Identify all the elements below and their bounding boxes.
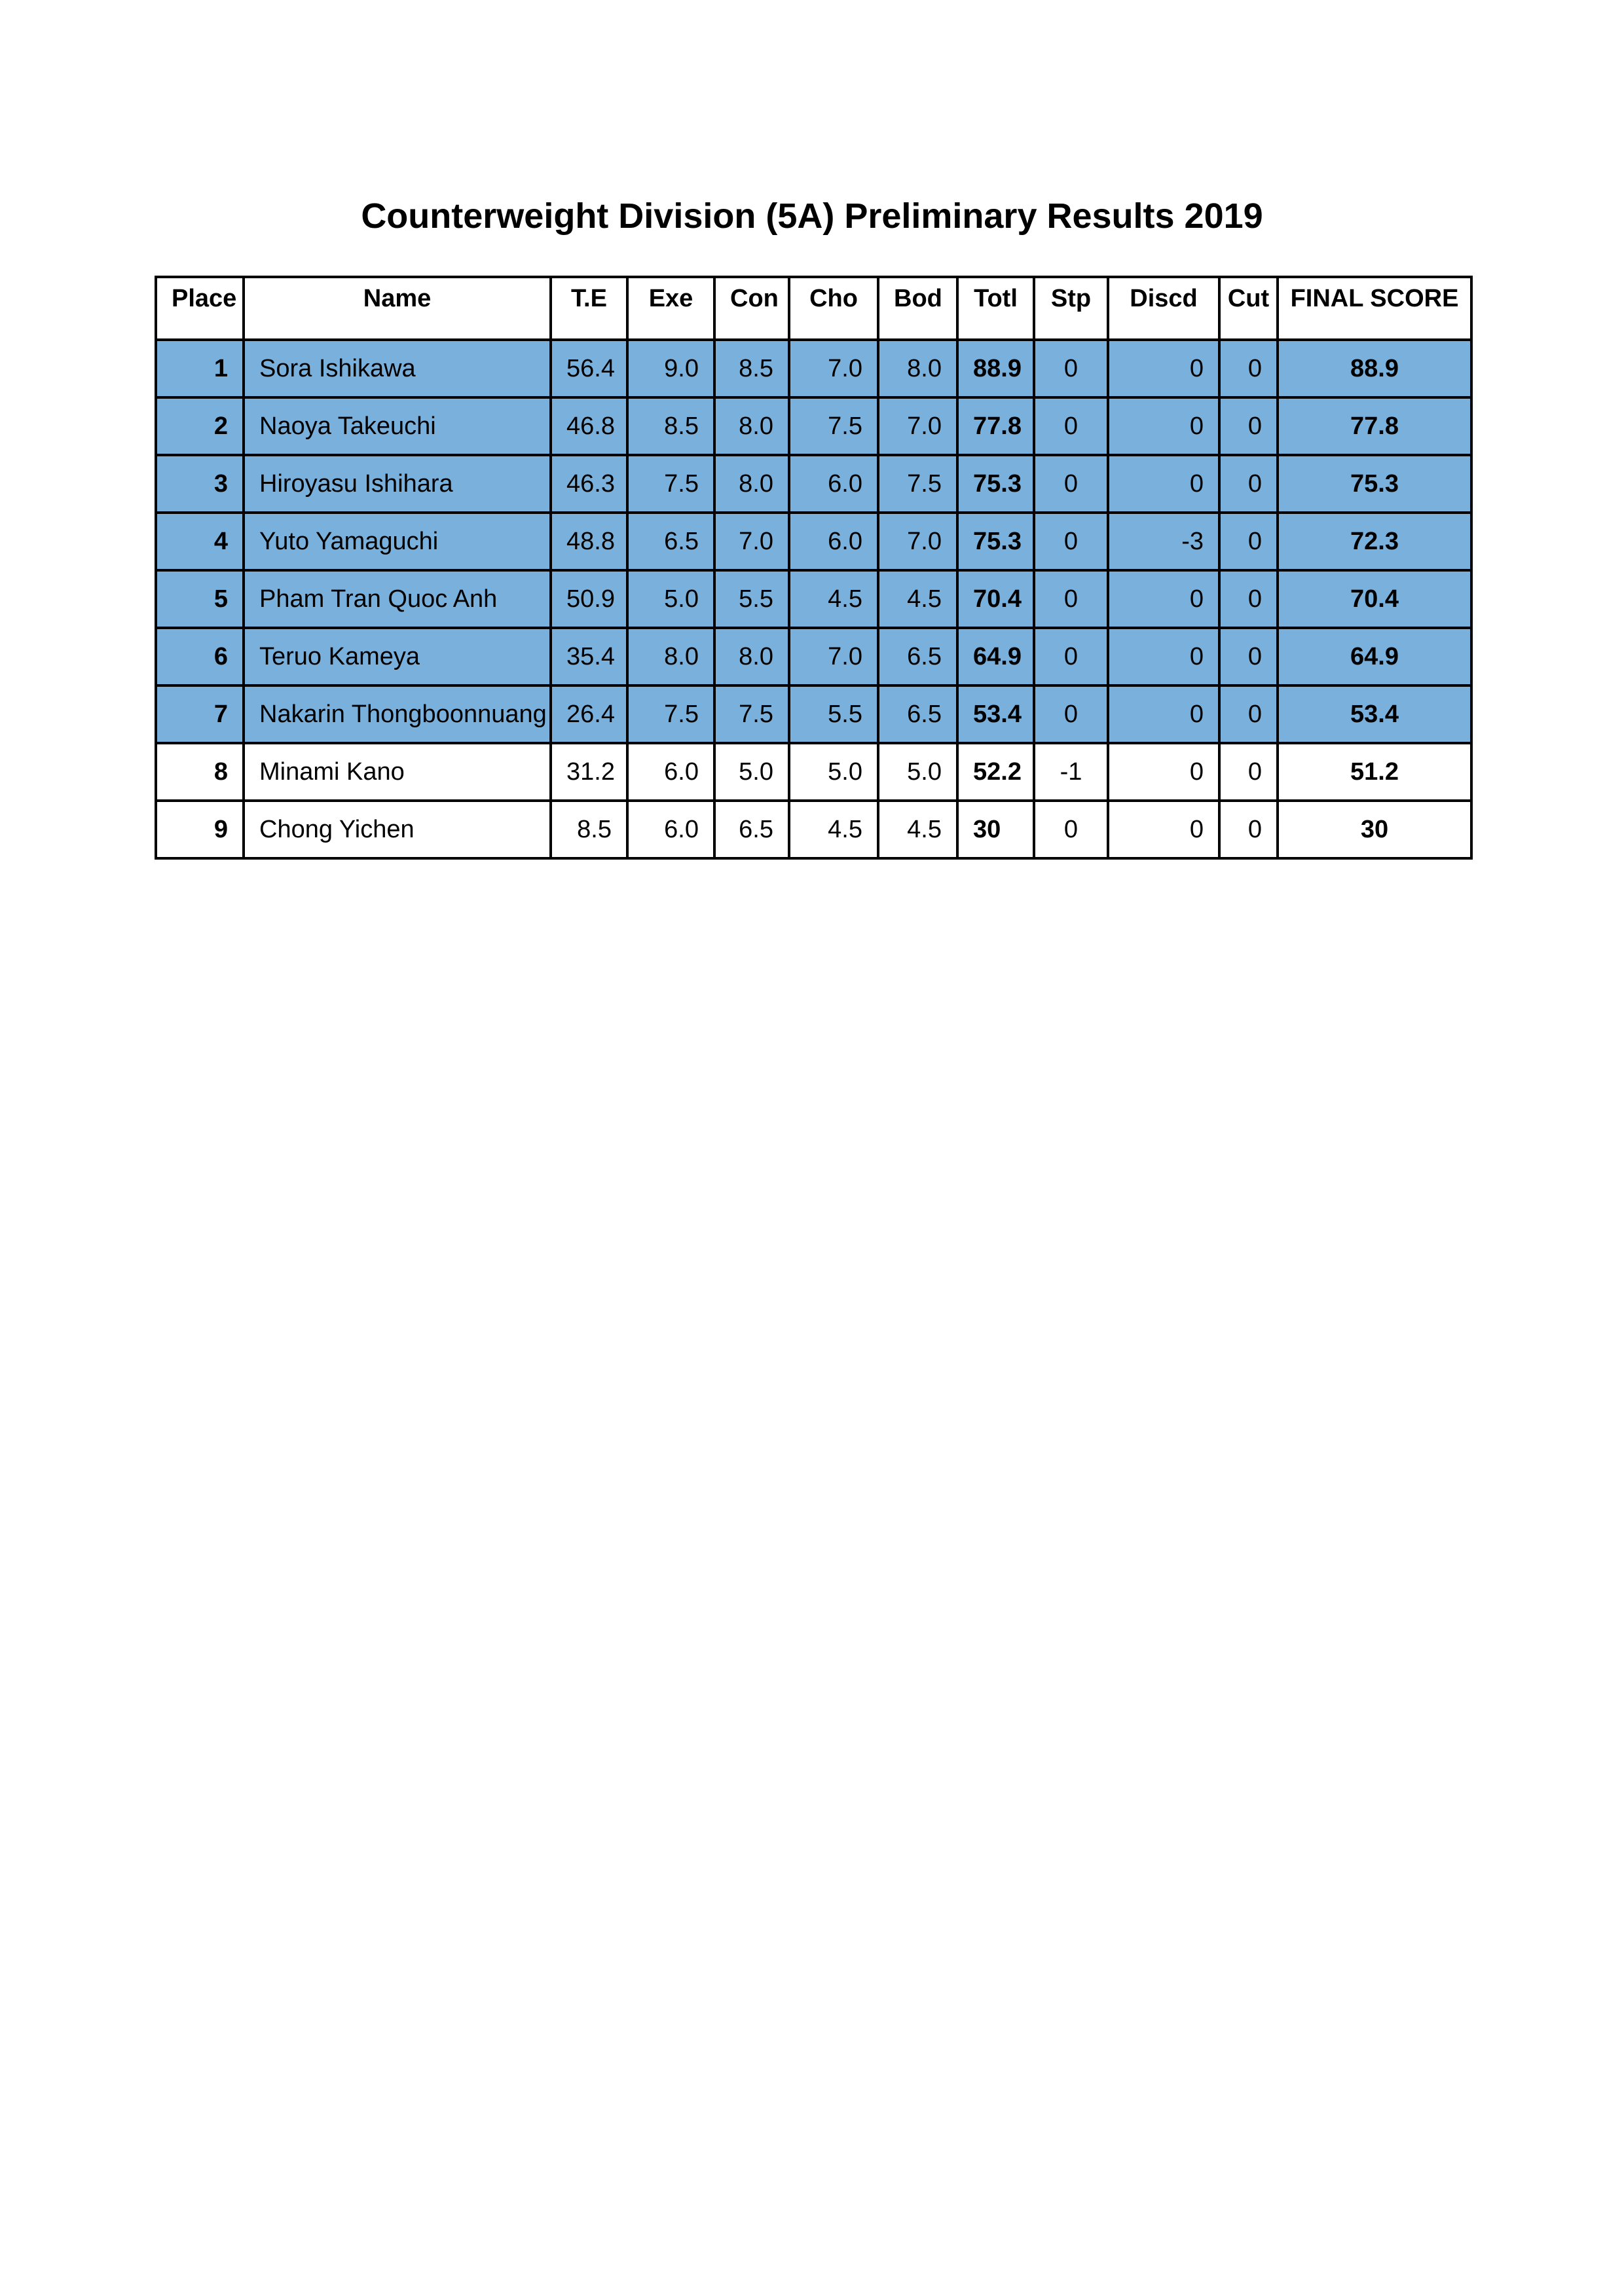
con-cell: 8.5 bbox=[714, 340, 789, 397]
con-cell: 6.5 bbox=[714, 801, 789, 858]
stp-cell: 0 bbox=[1034, 628, 1108, 685]
final-score-cell: 53.4 bbox=[1278, 685, 1471, 743]
final-score-cell: 51.2 bbox=[1278, 743, 1471, 801]
table-row bbox=[156, 340, 1471, 397]
te-cell: 50.9 bbox=[551, 570, 627, 628]
bod-cell: 7.5 bbox=[878, 455, 957, 513]
column-header-cho: Cho bbox=[789, 277, 878, 340]
discd-cell: 0 bbox=[1108, 743, 1219, 801]
results-body bbox=[156, 340, 1471, 858]
cut-cell: 0 bbox=[1219, 397, 1278, 455]
bod-cell: 8.0 bbox=[878, 340, 957, 397]
discd-cell: -3 bbox=[1108, 513, 1219, 570]
place-cell: 3 bbox=[156, 455, 244, 513]
cut-cell: 0 bbox=[1219, 513, 1278, 570]
totl-cell: 64.9 bbox=[957, 628, 1034, 685]
bod-cell: 5.0 bbox=[878, 743, 957, 801]
te-cell: 56.4 bbox=[551, 340, 627, 397]
table-row bbox=[156, 685, 1471, 743]
column-header-stp: Stp bbox=[1034, 277, 1108, 340]
column-header-cut: Cut bbox=[1219, 277, 1278, 340]
te-cell: 26.4 bbox=[551, 685, 627, 743]
te-cell: 46.3 bbox=[551, 455, 627, 513]
discd-cell: 0 bbox=[1108, 397, 1219, 455]
name-cell: Yuto Yamaguchi bbox=[244, 513, 551, 570]
exe-cell: 8.5 bbox=[627, 397, 714, 455]
cho-cell: 4.5 bbox=[789, 801, 878, 858]
discd-cell: 0 bbox=[1108, 628, 1219, 685]
final-score-cell: 77.8 bbox=[1278, 397, 1471, 455]
te-cell: 8.5 bbox=[551, 801, 627, 858]
bod-cell: 4.5 bbox=[878, 570, 957, 628]
header-row bbox=[156, 277, 1471, 340]
con-cell: 8.0 bbox=[714, 455, 789, 513]
cut-cell: 0 bbox=[1219, 628, 1278, 685]
exe-cell: 7.5 bbox=[627, 455, 714, 513]
exe-cell: 6.0 bbox=[627, 801, 714, 858]
results-table bbox=[155, 276, 1473, 860]
exe-cell: 8.0 bbox=[627, 628, 714, 685]
table-row bbox=[156, 397, 1471, 455]
name-cell: Nakarin Thongboonnuang bbox=[244, 685, 551, 743]
column-header-te: T.E bbox=[551, 277, 627, 340]
final-score-cell: 64.9 bbox=[1278, 628, 1471, 685]
stp-cell: 0 bbox=[1034, 513, 1108, 570]
name-cell: Hiroyasu Ishihara bbox=[244, 455, 551, 513]
bod-cell: 4.5 bbox=[878, 801, 957, 858]
totl-cell: 88.9 bbox=[957, 340, 1034, 397]
stp-cell: 0 bbox=[1034, 340, 1108, 397]
cho-cell: 7.0 bbox=[789, 340, 878, 397]
stp-cell: 0 bbox=[1034, 455, 1108, 513]
place-cell: 8 bbox=[156, 743, 244, 801]
column-header-name: Name bbox=[244, 277, 551, 340]
place-cell: 6 bbox=[156, 628, 244, 685]
exe-cell: 7.5 bbox=[627, 685, 714, 743]
totl-cell: 75.3 bbox=[957, 513, 1034, 570]
discd-cell: 0 bbox=[1108, 455, 1219, 513]
cut-cell: 0 bbox=[1219, 801, 1278, 858]
place-cell: 7 bbox=[156, 685, 244, 743]
totl-cell: 75.3 bbox=[957, 455, 1034, 513]
place-cell: 5 bbox=[156, 570, 244, 628]
table-row bbox=[156, 628, 1471, 685]
discd-cell: 0 bbox=[1108, 801, 1219, 858]
place-cell: 4 bbox=[156, 513, 244, 570]
table-row bbox=[156, 570, 1471, 628]
cut-cell: 0 bbox=[1219, 455, 1278, 513]
cho-cell: 5.0 bbox=[789, 743, 878, 801]
stp-cell: -1 bbox=[1034, 743, 1108, 801]
cut-cell: 0 bbox=[1219, 743, 1278, 801]
final-score-cell: 70.4 bbox=[1278, 570, 1471, 628]
cut-cell: 0 bbox=[1219, 570, 1278, 628]
name-cell: Chong Yichen bbox=[244, 801, 551, 858]
cut-cell: 0 bbox=[1219, 340, 1278, 397]
cho-cell: 7.0 bbox=[789, 628, 878, 685]
name-cell: Naoya Takeuchi bbox=[244, 397, 551, 455]
con-cell: 8.0 bbox=[714, 397, 789, 455]
totl-cell: 70.4 bbox=[957, 570, 1034, 628]
column-header-totl: Totl bbox=[957, 277, 1034, 340]
discd-cell: 0 bbox=[1108, 685, 1219, 743]
table-row bbox=[156, 513, 1471, 570]
cho-cell: 6.0 bbox=[789, 455, 878, 513]
place-cell: 9 bbox=[156, 801, 244, 858]
cho-cell: 7.5 bbox=[789, 397, 878, 455]
te-cell: 31.2 bbox=[551, 743, 627, 801]
column-header-bod: Bod bbox=[878, 277, 957, 340]
table-row bbox=[156, 455, 1471, 513]
totl-cell: 52.2 bbox=[957, 743, 1034, 801]
final-score-cell: 88.9 bbox=[1278, 340, 1471, 397]
stp-cell: 0 bbox=[1034, 685, 1108, 743]
bod-cell: 7.0 bbox=[878, 513, 957, 570]
table-row bbox=[156, 743, 1471, 801]
name-cell: Minami Kano bbox=[244, 743, 551, 801]
discd-cell: 0 bbox=[1108, 340, 1219, 397]
final-score-cell: 72.3 bbox=[1278, 513, 1471, 570]
totl-cell: 30 bbox=[957, 801, 1034, 858]
name-cell: Sora Ishikawa bbox=[244, 340, 551, 397]
cho-cell: 6.0 bbox=[789, 513, 878, 570]
te-cell: 48.8 bbox=[551, 513, 627, 570]
totl-cell: 53.4 bbox=[957, 685, 1034, 743]
te-cell: 46.8 bbox=[551, 397, 627, 455]
stp-cell: 0 bbox=[1034, 570, 1108, 628]
column-header-place: Place bbox=[156, 277, 244, 340]
con-cell: 5.5 bbox=[714, 570, 789, 628]
con-cell: 5.0 bbox=[714, 743, 789, 801]
con-cell: 7.5 bbox=[714, 685, 789, 743]
final-score-cell: 75.3 bbox=[1278, 455, 1471, 513]
cut-cell: 0 bbox=[1219, 685, 1278, 743]
bod-cell: 6.5 bbox=[878, 628, 957, 685]
con-cell: 7.0 bbox=[714, 513, 789, 570]
cho-cell: 5.5 bbox=[789, 685, 878, 743]
stp-cell: 0 bbox=[1034, 801, 1108, 858]
column-header-discd: Discd bbox=[1108, 277, 1219, 340]
cho-cell: 4.5 bbox=[789, 570, 878, 628]
stp-cell: 0 bbox=[1034, 397, 1108, 455]
page-title: Counterweight Division (5A) Preliminary Results 2019 bbox=[361, 196, 1263, 236]
bod-cell: 7.0 bbox=[878, 397, 957, 455]
con-cell: 8.0 bbox=[714, 628, 789, 685]
final-score-cell: 30 bbox=[1278, 801, 1471, 858]
discd-cell: 0 bbox=[1108, 570, 1219, 628]
table-row bbox=[156, 801, 1471, 858]
exe-cell: 6.0 bbox=[627, 743, 714, 801]
exe-cell: 6.5 bbox=[627, 513, 714, 570]
name-cell: Teruo Kameya bbox=[244, 628, 551, 685]
name-cell: Pham Tran Quoc Anh bbox=[244, 570, 551, 628]
exe-cell: 5.0 bbox=[627, 570, 714, 628]
bod-cell: 6.5 bbox=[878, 685, 957, 743]
te-cell: 35.4 bbox=[551, 628, 627, 685]
column-header-exe: Exe bbox=[627, 277, 714, 340]
exe-cell: 9.0 bbox=[627, 340, 714, 397]
column-header-final-score: FINAL SCORE bbox=[1278, 277, 1471, 340]
totl-cell: 77.8 bbox=[957, 397, 1034, 455]
place-cell: 1 bbox=[156, 340, 244, 397]
column-header-con: Con bbox=[714, 277, 789, 340]
place-cell: 2 bbox=[156, 397, 244, 455]
